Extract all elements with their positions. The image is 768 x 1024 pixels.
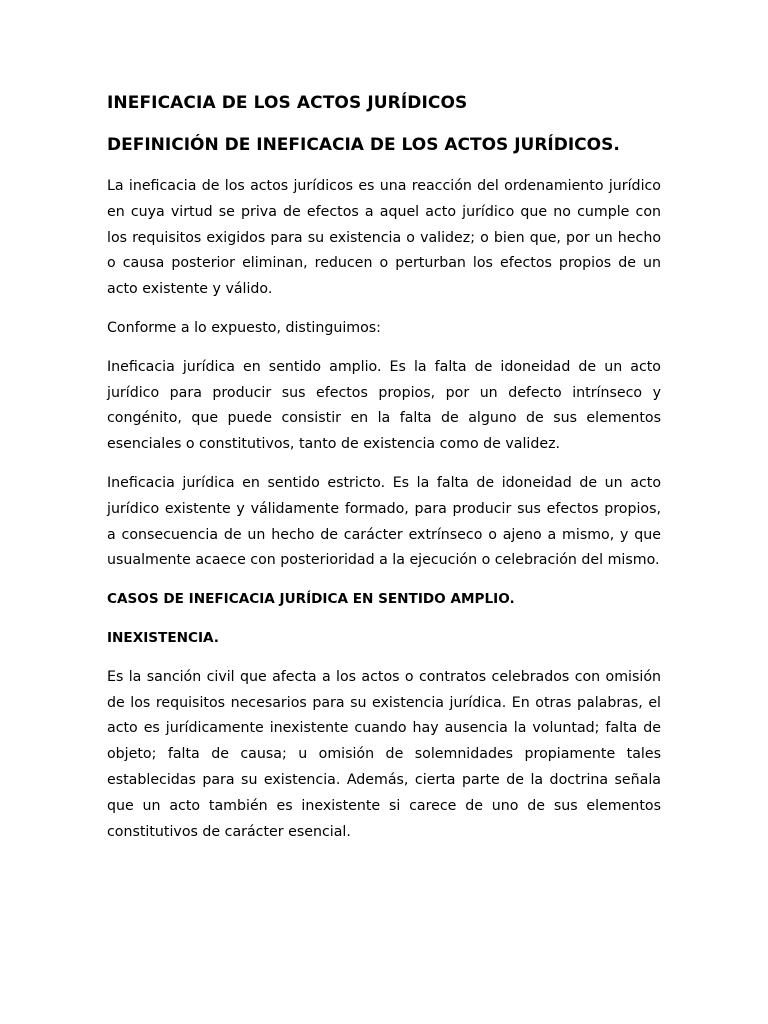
paragraph-strict-sense: Ineficacia jurídica en sentido estricto. Es la falta de idoneidad de un acto jurídico existente y válidamente formado, para producir sus efectos propios, a consecuencia de un hecho de carácter extrínseco o ajeno a mismo, y que usualmente acaece con posterioridad a la ejecución o celebración del mismo. bbox=[107, 474, 661, 569]
inexistence-heading: INEXISTENCIA. bbox=[107, 629, 219, 646]
paragraph-inexistence: Es la sanción civil que afecta a los actos o contratos celebrados con omisión de los requisitos necesarios para su existencia jurídica. En otras palabras, el acto es jurídicamente inexistente cuando hay ausencia la voluntad; falta de objeto; falta de causa; u omisión de solemnidades propiamente tales establecidas para su existencia. Además, cierta parte de la doctrina señala que un acto también es inexistente si carece de uno de sus elementos constitutivos de carácter esencial. bbox=[107, 668, 661, 840]
cases-heading: CASOS DE INEFICACIA JURÍDICA EN SENTIDO AMPLIO. bbox=[107, 591, 515, 608]
definition-heading: DEFINICIÓN DE INEFICACIA DE LOS ACTOS JURÍDICOS. bbox=[107, 135, 620, 155]
paragraph-intro: Conforme a lo expuesto, distinguimos: bbox=[107, 319, 381, 336]
paragraph-broad-sense: Ineficacia jurídica en sentido amplio. Es la falta de idoneidad de un acto jurídico para producir sus efectos propios, por un defecto intrínseco y congénito, que puede consistir en la falta de alguno de sus elementos esenciales o constitutivos, tanto de existencia como de validez. bbox=[107, 358, 661, 453]
paragraph-definition: La ineficacia de los actos jurídicos es una reacción del ordenamiento jurídico en cuya virtud se priva de efectos a aquel acto jurídico que no cumple con los requisitos exigidos para su existencia o validez; o bien que, por un hecho o causa posterior eliminan, reducen o perturban los efectos propios de un acto existente y válido. bbox=[107, 178, 661, 298]
document-title: INEFICACIA DE LOS ACTOS JURÍDICOS bbox=[107, 93, 468, 113]
document-body bbox=[107, 92, 661, 858]
